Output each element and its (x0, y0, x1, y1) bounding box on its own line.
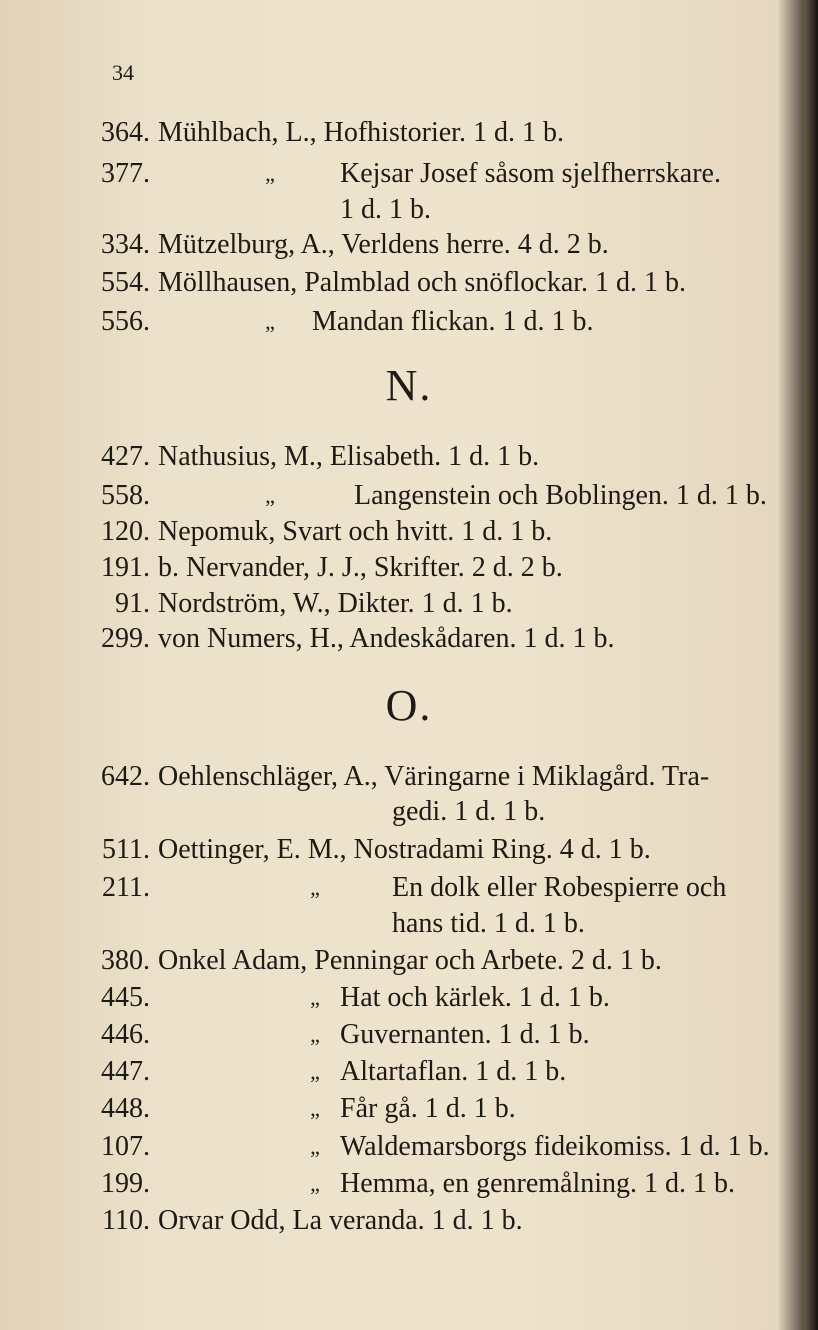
section-heading-o: O. (385, 681, 433, 730)
book-page: 34 364. Mühlbach, L., Hofhistorier. 1 d. 1 b. 377. „ Kejsar Josef såsom sjelfherrskare. 1 d. 1 b. 334. Mützelburg, A., Verldens herre. 4 d. 2 b. 554. Möllhausen, Palmblad och snöflockar. 1 d. 1 b. 556. „ Mandan flickan. 1 d. 1 b. N. 427. Nathusius, M., Elisabeth. 1 d. 1 b. 558. „ Langenstein och Boblingen. 1 d. 1 b. 120. Nepomuk, Svart och hvitt. 1 d. 1 b. 191. b. Nervander, J. J., Skrifter. 2 d. 2 b. 91. Nordström, W., Dikter. 1 d. 1 b. 299. von Numers, H., Andeskådaren. 1 d. 1 b. O. 642. Oehlenschläger, A., Väringarne i Miklagård. Tra- gedi. 1 d. 1 b. 511. Oettinger, E. M., Nostradami Ring. 4 d. 1 b. 211. „ En dolk eller Robespierre och hans tid. 1 d. 1 b. 380. Onkel Adam, Penningar och Arbete. 2 d. 1 b. 445. „ Hat och kärlek. 1 d. 1 b. 446. „ Guvernanten. 1 d. 1 b. 447. „ Altartaflan. 1 d. 1 b. 448. „ Får gå. 1 d. 1 b. 107. „ Waldemarsborgs fideikomiss. 1 d. 1 b. 199. „ Hemma, en genremålning. 1 d. 1 b. 110. Orvar Odd, La veranda. 1 d. 1 b. (0, 0, 818, 1330)
book-spine-shadow (804, 0, 818, 1330)
section-heading-n: N. (385, 361, 433, 410)
page-number: 34 (112, 60, 134, 85)
